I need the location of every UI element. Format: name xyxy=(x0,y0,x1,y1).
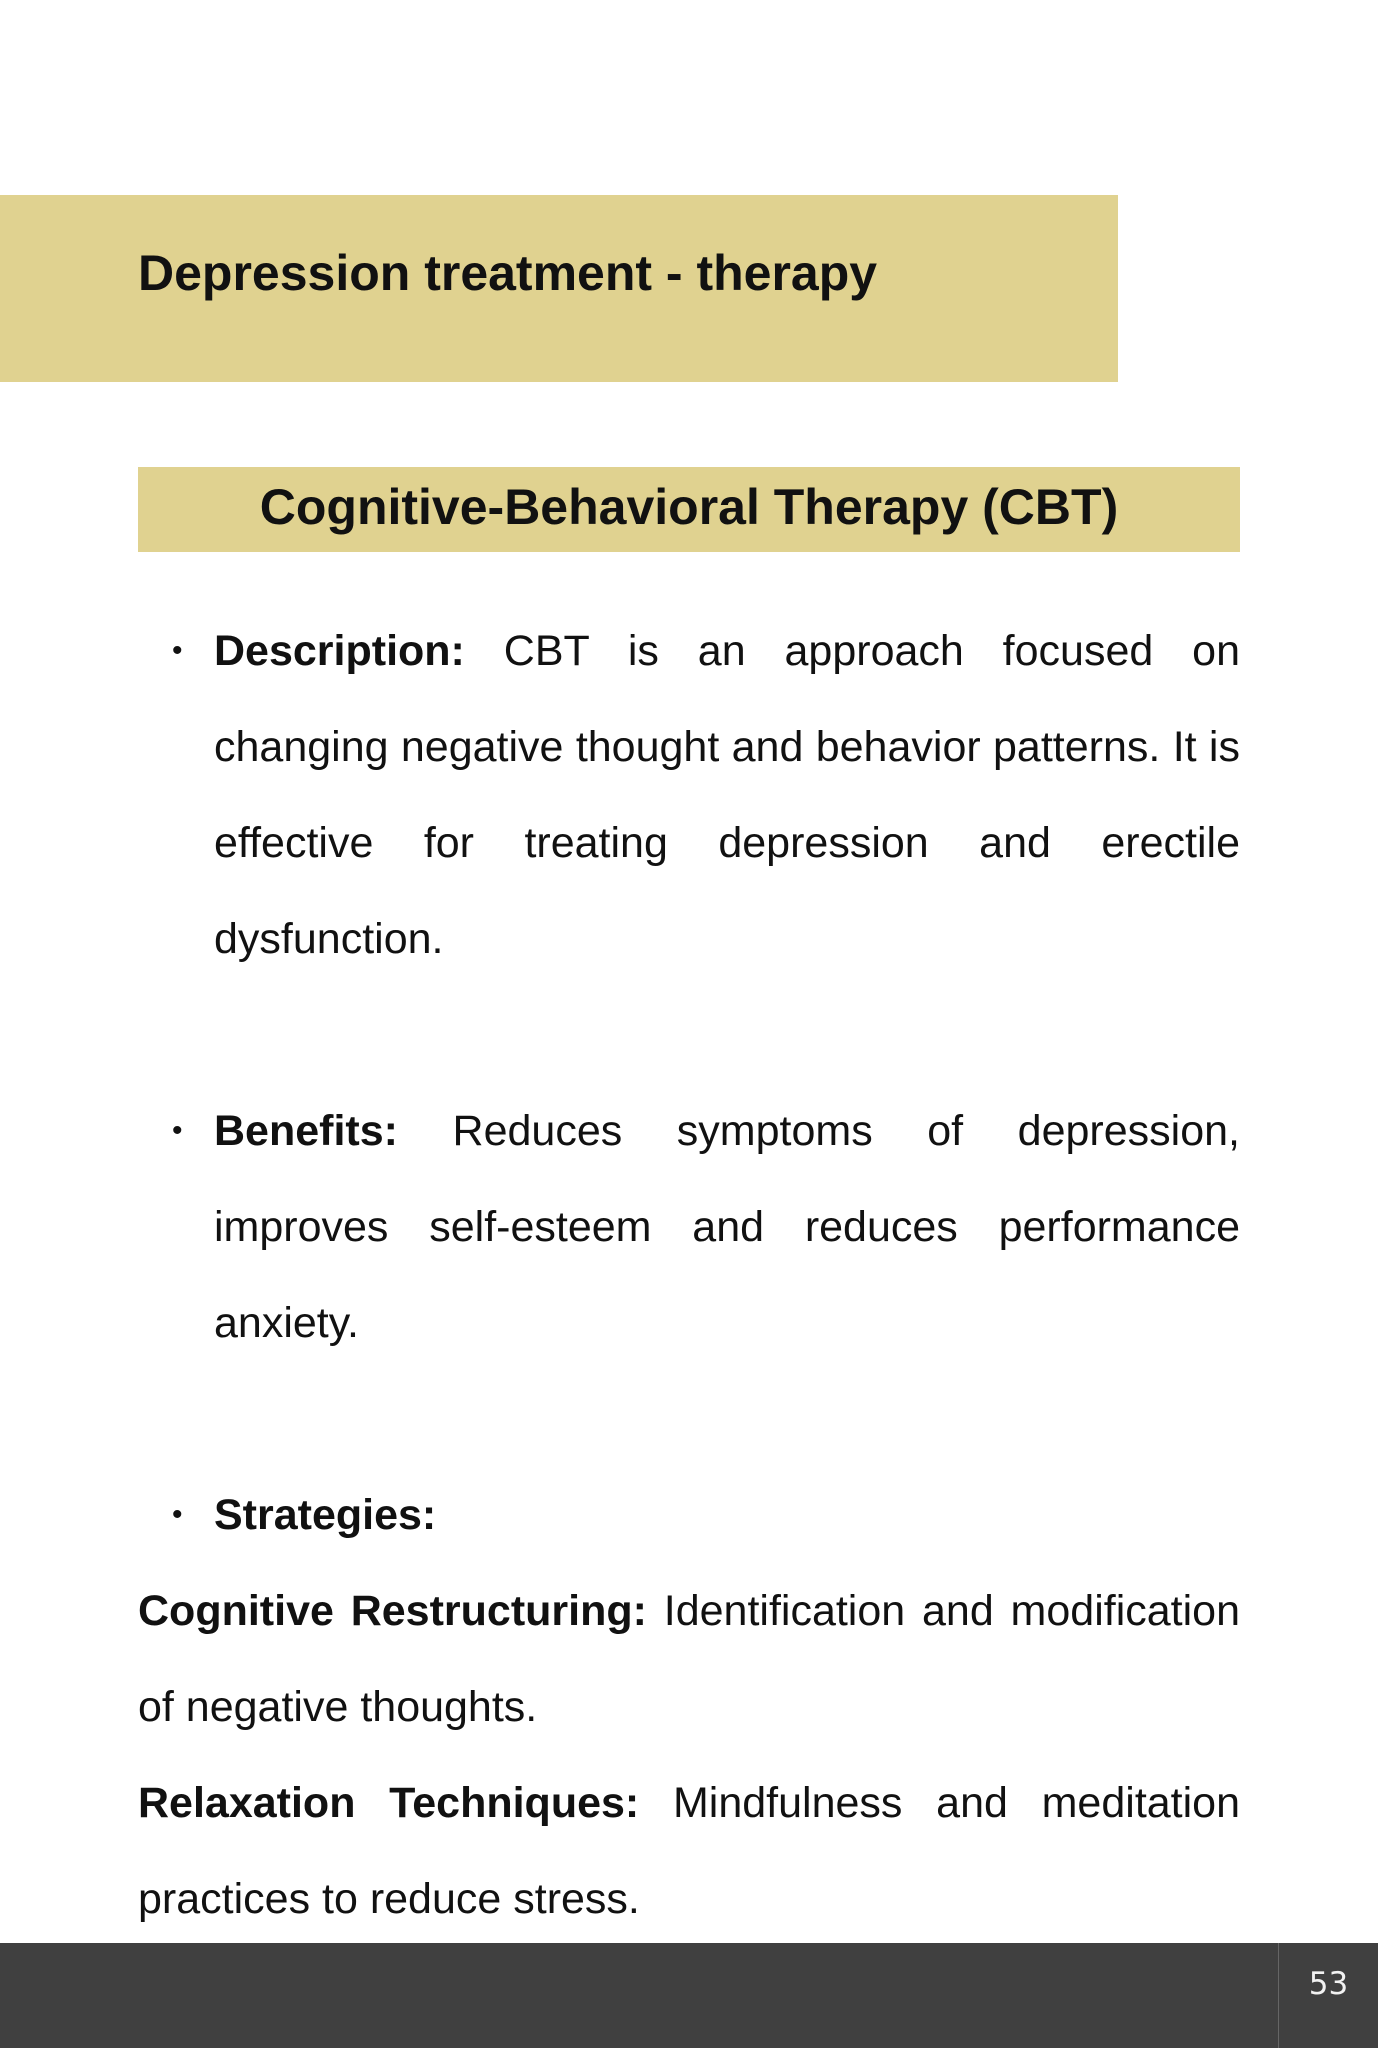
bullet-list xyxy=(138,603,1240,1563)
strategy-relaxation-techniques xyxy=(138,1755,1240,1947)
section-heading-band xyxy=(138,467,1240,552)
strategy-label: Cognitive Restructuring: xyxy=(138,1587,647,1635)
bullet-label: Benefits: xyxy=(214,1107,398,1155)
bullet-text: Reduces symptoms of depression, improves self-esteem and reduces performance anxiety. xyxy=(214,1107,1240,1347)
strategy-label: Relaxation Techniques: xyxy=(138,1779,640,1827)
page-title: Depression treatment - therapy xyxy=(138,245,878,301)
footer-bar xyxy=(0,1943,1378,2048)
bullet-label: Description: xyxy=(214,627,465,675)
section-heading: Cognitive-Behavioral Therapy (CBT) xyxy=(259,479,1119,535)
bullet-benefits xyxy=(138,1083,1240,1371)
page-number: 53 xyxy=(1278,1943,1378,2048)
strategy-cognitive-restructuring xyxy=(138,1563,1240,1755)
bullet-text: CBT is an approach focused on changing negative thought and behavior patterns. It is effective for treating depression and erectile dysfunction. xyxy=(214,627,1240,963)
bullet-label: Strategies: xyxy=(214,1491,437,1539)
strategy-text: Mindfulness and meditation practices to reduce stress. xyxy=(138,1779,1241,1923)
bullet-strategies xyxy=(138,1467,1240,1563)
bullet-description xyxy=(138,603,1240,987)
strategy-text: Identification and modification of negative thoughts. xyxy=(138,1587,1240,1731)
content-body xyxy=(138,603,1240,1947)
title-band xyxy=(0,195,1118,382)
